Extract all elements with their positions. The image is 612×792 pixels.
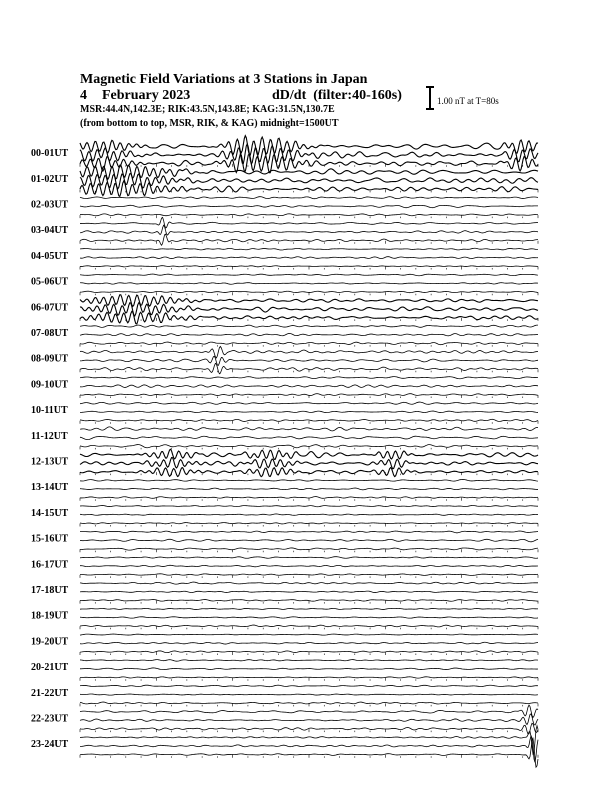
- hour-label: 05-06UT: [31, 276, 69, 288]
- trace-kag: [80, 685, 538, 687]
- trace-kag: [80, 377, 538, 379]
- trace-rik: [80, 411, 538, 413]
- trace-msr: [80, 394, 538, 396]
- hour-label: 16-17UT: [31, 559, 69, 571]
- trace-kag: [80, 274, 538, 276]
- trace-rik: [80, 333, 538, 335]
- trace-kag: [80, 531, 538, 533]
- trace-rik: [80, 385, 538, 388]
- trace-kag: [80, 197, 538, 199]
- station-order-note: (from bottom to top, MSR, RIK, & KAG) midnight=1500UT: [80, 118, 339, 129]
- hour-label: 00-01UT: [31, 148, 69, 160]
- trace-msr: [80, 574, 538, 576]
- hour-label: 10-11UT: [31, 405, 68, 417]
- hour-label: 09-10UT: [31, 379, 69, 391]
- date-day: 4: [80, 88, 87, 103]
- trace-rik: [80, 591, 538, 592]
- trace-msr: [80, 739, 538, 768]
- trace-rik: [80, 736, 538, 763]
- hour-label: 03-04UT: [31, 225, 69, 237]
- trace-rik: [80, 565, 538, 567]
- hour-label: 11-12UT: [31, 430, 68, 442]
- trace-msr: [80, 311, 538, 324]
- trace-rik: [80, 205, 538, 207]
- hour-label: 06-07UT: [31, 302, 69, 314]
- trace-msr: [80, 723, 538, 734]
- trace-kag: [80, 660, 538, 662]
- trace-rik: [80, 714, 538, 725]
- quantity-label: dD/dt: [272, 88, 307, 103]
- trace-kag: [80, 248, 538, 250]
- trace-rik: [80, 283, 538, 285]
- trace-kag: [80, 634, 538, 635]
- trace-msr: [80, 154, 538, 173]
- trace-rik: [80, 225, 538, 235]
- hour-label: 08-09UT: [31, 353, 69, 365]
- trace-kag: [80, 427, 538, 431]
- hour-label: 15-16UT: [31, 533, 69, 545]
- trace-msr: [80, 181, 538, 196]
- trace-kag: [80, 165, 538, 179]
- hour-label: 19-20UT: [31, 636, 69, 648]
- hour-label: 22-23UT: [31, 713, 69, 725]
- hour-label: 17-18UT: [31, 585, 69, 597]
- trace-kag: [80, 346, 538, 357]
- trace-rik: [80, 488, 538, 490]
- trace-rik: [80, 458, 538, 469]
- scale-label: 1.00 nT at T=80s: [437, 96, 499, 106]
- hour-label: 01-02UT: [31, 173, 69, 185]
- trace-rik: [80, 257, 538, 259]
- hour-label: 21-22UT: [31, 687, 69, 699]
- hour-label: 14-15UT: [31, 507, 69, 519]
- hour-label: 18-19UT: [31, 610, 69, 622]
- trace-rik: [80, 539, 538, 542]
- trace-msr: [80, 497, 538, 499]
- trace-kag: [80, 705, 538, 717]
- trace-msr: [80, 468, 538, 477]
- trace-msr: [80, 600, 538, 602]
- trace-kag: [80, 479, 538, 481]
- trace-rik: [80, 356, 538, 365]
- hour-label: 12-13UT: [31, 456, 69, 468]
- trace-kag: [80, 505, 538, 506]
- trace-rik: [80, 436, 538, 439]
- hour-label: 13-14UT: [31, 482, 69, 494]
- trace-rik: [80, 668, 538, 670]
- trace-kag: [80, 557, 538, 559]
- trace-msr: [80, 702, 538, 704]
- station-coordinates: MSR:44.4N,142.3E; RIK:43.5N,143.8E; KAG:31.5N,130.7E: [80, 104, 335, 115]
- hour-label: 04-05UT: [31, 250, 69, 262]
- trace-rik: [80, 642, 538, 644]
- chart-title: Magnetic Field Variations at 3 Stations in Japan: [80, 72, 368, 87]
- hour-label: 02-03UT: [31, 199, 69, 211]
- trace-kag: [80, 608, 538, 609]
- date-month-year: February 2023: [102, 88, 191, 103]
- trace-kag: [80, 402, 538, 404]
- hour-label: 20-21UT: [31, 662, 69, 674]
- trace-rik: [80, 694, 538, 695]
- trace-rik: [80, 514, 538, 515]
- hour-label: 07-08UT: [31, 328, 69, 340]
- trace-kag: [80, 295, 538, 307]
- trace-kag: [80, 217, 538, 228]
- trace-kag: [80, 325, 538, 327]
- trace-kag: [80, 582, 538, 584]
- trace-msr: [80, 291, 538, 292]
- trace-rik: [80, 617, 538, 618]
- trace-kag: [80, 449, 538, 459]
- hour-label: 23-24UT: [31, 739, 69, 751]
- filter-label: (filter:40-160s): [313, 88, 402, 103]
- trace-msr: [80, 214, 538, 216]
- trace-kag: [80, 136, 538, 155]
